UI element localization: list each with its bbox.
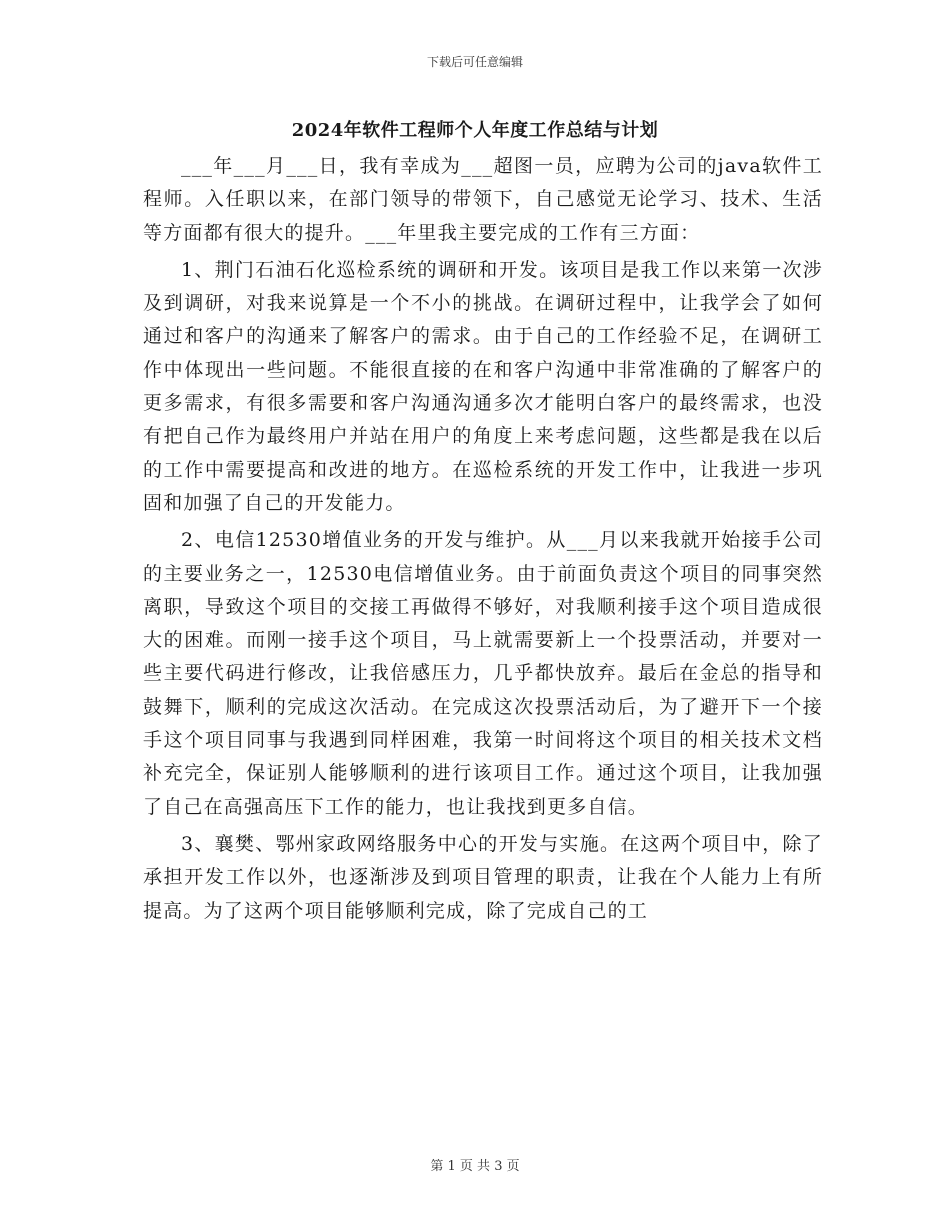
paragraph-intro: ___年___月___日，我有幸成为___超图一员，应聘为公司的java软件工程师。入任职以来，在部门领导的带领下，自己感觉无论学习、技术、生活等方面都有很大的提升。___年里我主要完成的工作有三方面：: [143, 155, 823, 244]
document-title: 2024年软件工程师个人年度工作总结与计划: [291, 120, 659, 141]
paragraph-item-1: 1、荆门石油石化巡检系统的调研和开发。该项目是我工作以来第一次涉及到调研，对我来说算是一个不小的挑战。在调研过程中，让我学会了如何通过和客户的沟通来了解客户的需求。由于自己的工作经验不足，在调研工作中体现出一些问题。不能很直接的在和客户沟通中非常准确的了解客户的更多需求，有很多需要和客户沟通沟通多次才能明白客户的最终需求，也没有把自己作为最终用户并站在用户的角度上来考虑问题，这些都是我在以后的工作中需要提高和改进的地方。在巡检系统的开发工作中，让我进一步巩固和加强了自己的开发能力。: [143, 258, 823, 514]
paragraph-item-2: 2、电信12530增值业务的开发与维护。从___月以来我就开始接手公司的主要业务之一，12530电信增值业务。由于前面负责这个项目的同事突然离职，导致这个项目的交接工再做得不够好，对我顺利接手这个项目造成很大的困难。而刚一接手这个项目，马上就需要新上一个投票活动，并要对一些主要代码进行修改，让我倍感压力，几乎都快放弃。最后在金总的指导和鼓舞下，顺利的完成这次活动。在完成这次投票活动后，为了避开下一个接手这个项目同事与我遇到同样困难，我第一时间将这个项目的相关技术文档补充完全，保证别人能够顺利的进行该项目工作。通过这个项目，让我加强了自己在高强高压下工作的能力，也让我找到更多自信。: [143, 529, 823, 818]
document-body: [143, 150, 823, 932]
page-header: 下载后可任意编辑: [426, 55, 523, 69]
page-number-footer: 第 1 页 共 3 页: [430, 1159, 520, 1174]
paragraph-item-3: 3、襄樊、鄂州家政网络服务中心的开发与实施。在这两个项目中，除了承担开发工作以外，也逐渐涉及到项目管理的职责，让我在个人能力上有所提高。为了这两个项目能够顺利完成，除了完成自己的工: [143, 832, 823, 922]
